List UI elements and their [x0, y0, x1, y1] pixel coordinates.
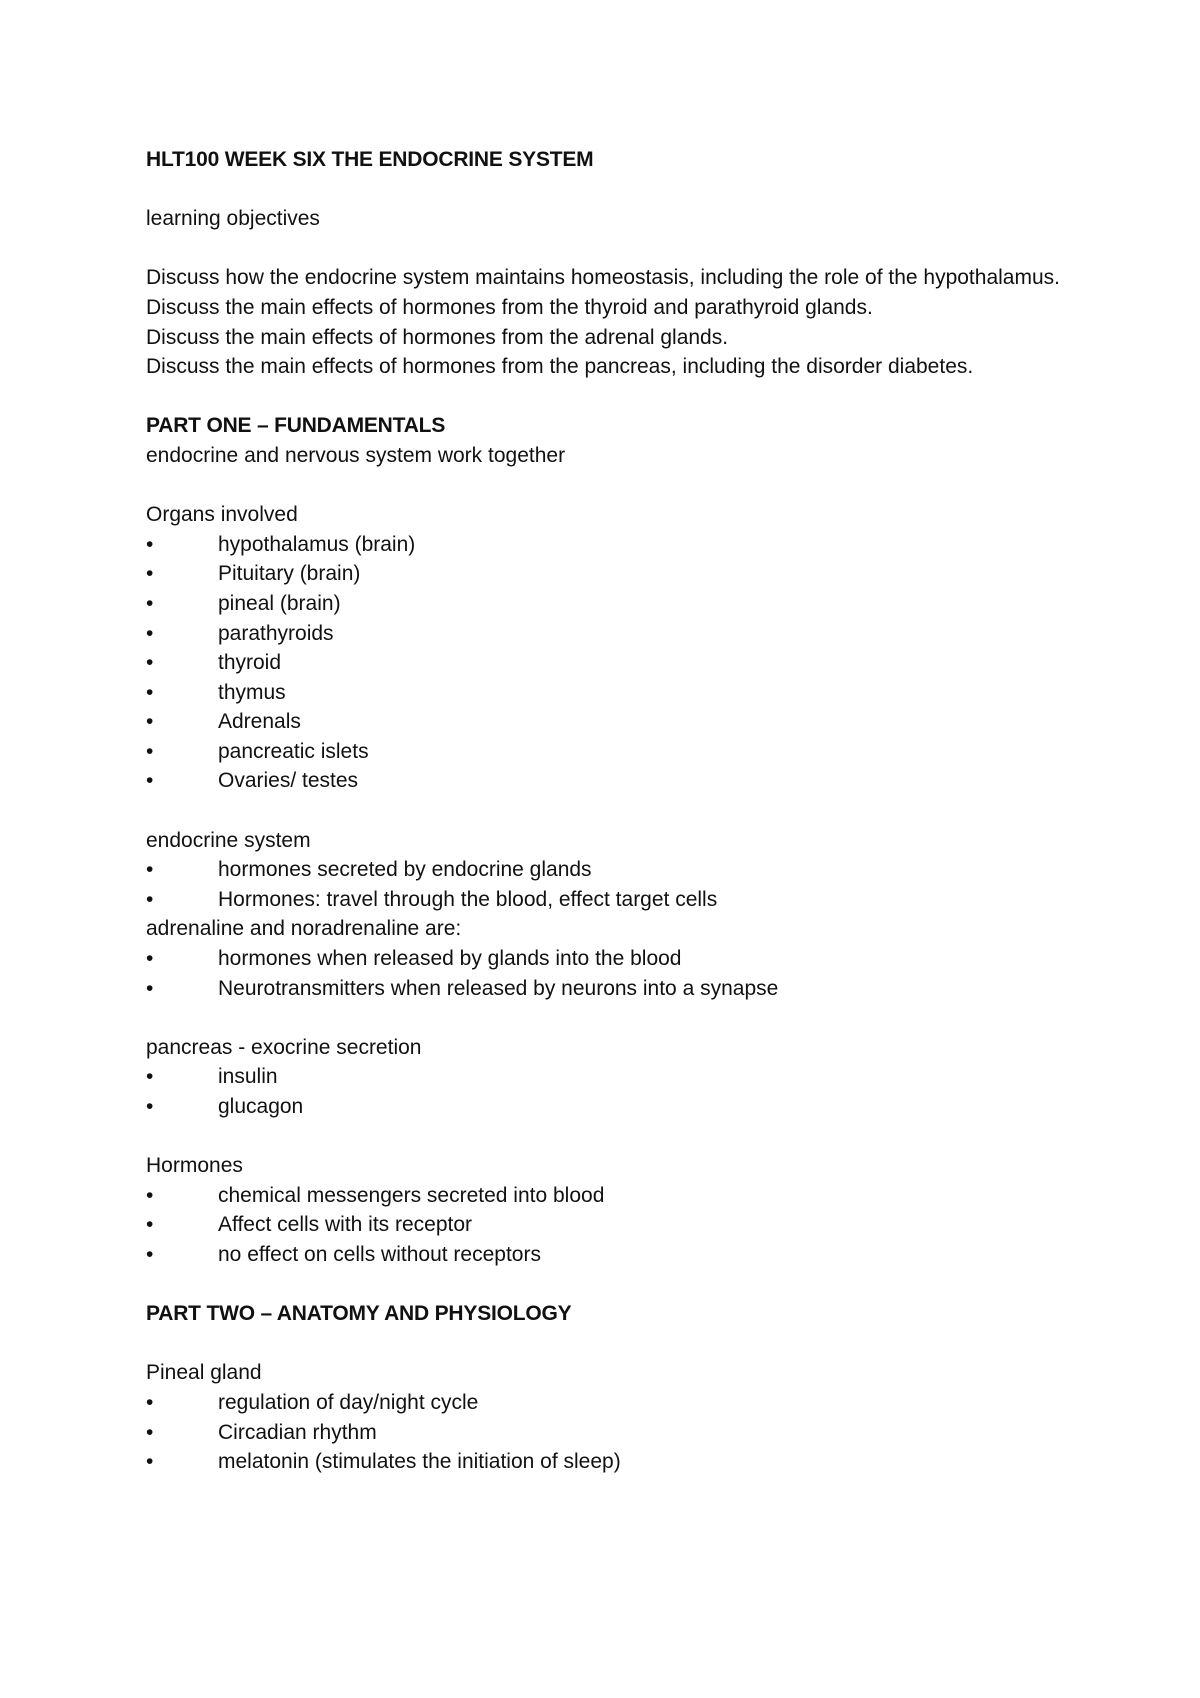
pancreas-list — [146, 1062, 1066, 1121]
document-title: HLT100 WEEK SIX THE ENDOCRINE SYSTEM — [146, 148, 594, 171]
list-item-text: hormones when released by glands into the blood — [218, 947, 682, 971]
adrenaline-heading: adrenaline and noradrenaline are: — [146, 917, 462, 941]
list-item — [146, 1418, 1066, 1448]
endocrine-list — [146, 855, 1066, 914]
bullet-icon: • — [146, 1183, 154, 1207]
list-item-text: parathyroids — [218, 621, 334, 645]
spacer — [146, 1003, 1066, 1033]
bullet-icon: • — [146, 976, 154, 1000]
organs-list — [146, 530, 1066, 796]
list-item-text: Adrenals — [218, 710, 301, 734]
list-item — [146, 619, 1066, 649]
bullet-icon: • — [146, 680, 154, 704]
hormones-heading: Hormones — [146, 1154, 243, 1178]
list-item — [146, 1210, 1066, 1240]
list-item — [146, 559, 1066, 589]
list-item — [146, 1240, 1066, 1270]
spacer — [146, 796, 1066, 826]
spacer — [146, 1122, 1066, 1152]
list-item-text: hormones secreted by endocrine glands — [218, 858, 592, 882]
bullet-icon: • — [146, 562, 154, 586]
spacer — [146, 1329, 1066, 1359]
list-item — [146, 1447, 1066, 1477]
list-item-text: melatonin (stimulates the initiation of sleep) — [218, 1450, 621, 1474]
list-item — [146, 1181, 1066, 1211]
list-item-text: insulin — [218, 1065, 278, 1089]
bullet-icon: • — [146, 887, 154, 911]
bullet-icon: • — [146, 1213, 154, 1237]
part-one-intro: endocrine and nervous system work together — [146, 443, 566, 467]
list-item — [146, 648, 1066, 678]
bullet-icon: • — [146, 739, 154, 763]
spacer — [146, 1270, 1066, 1300]
list-item-text: chemical messengers secreted into blood — [218, 1183, 605, 1207]
document-body — [146, 145, 1066, 1477]
list-item-text: hypothalamus (brain) — [218, 532, 416, 556]
bullet-icon: • — [146, 1420, 154, 1444]
bullet-icon: • — [146, 591, 154, 615]
list-item-text: Neurotransmitters when released by neurons into a synapse — [218, 976, 779, 1000]
list-item — [146, 678, 1066, 708]
list-item-text: no effect on cells without receptors — [218, 1242, 541, 1266]
list-item — [146, 589, 1066, 619]
bullet-icon: • — [146, 1242, 154, 1266]
list-item-text: glucagon — [218, 1095, 304, 1118]
list-item — [146, 766, 1066, 796]
bullet-icon: • — [146, 1450, 154, 1474]
list-item — [146, 885, 1066, 915]
part-two-heading: PART TWO – ANATOMY AND PHYSIOLOGY — [146, 1302, 572, 1326]
list-item-text: Affect cells with its receptor — [218, 1213, 473, 1237]
endocrine-heading: endocrine system — [146, 828, 311, 852]
objective-4: Discuss the main effects of hormones from the pancreas, including the disorder diabetes. — [146, 355, 974, 379]
bullet-icon: • — [146, 651, 154, 675]
pineal-heading: Pineal gland — [146, 1361, 262, 1385]
spacer — [146, 471, 1066, 501]
list-item-text: regulation of day/night cycle — [218, 1390, 479, 1414]
list-item — [146, 737, 1066, 767]
list-item-text: thymus — [218, 680, 286, 704]
objectives-heading: learning objectives — [146, 207, 320, 231]
spacer — [146, 382, 1066, 412]
spacer — [146, 175, 1066, 205]
list-item-text: thyroid — [218, 651, 282, 675]
pineal-list — [146, 1388, 1066, 1477]
list-item-text: Circadian rhythm — [218, 1420, 377, 1444]
bullet-icon: • — [146, 1065, 154, 1089]
list-item — [146, 855, 1066, 885]
part-one-heading: PART ONE – FUNDAMENTALS — [146, 414, 446, 438]
objective-3: Discuss the main effects of hormones from the adrenal glands. — [146, 325, 729, 349]
list-item — [146, 944, 1066, 974]
hormones-list — [146, 1181, 1066, 1270]
list-item — [146, 530, 1066, 560]
bullet-icon: • — [146, 769, 154, 793]
bullet-icon: • — [146, 621, 154, 645]
list-item-text: Pituitary (brain) — [218, 562, 361, 586]
bullet-icon: • — [146, 1095, 154, 1118]
spacer — [146, 234, 1066, 264]
list-item — [146, 1092, 1066, 1122]
organs-heading: Organs involved — [146, 503, 298, 527]
list-item-text: pancreatic islets — [218, 739, 369, 763]
bullet-icon: • — [146, 947, 154, 971]
list-item — [146, 1388, 1066, 1418]
objective-1: Discuss how the endocrine system maintains homeostasis, including the role of the hypothalamus. — [146, 266, 1060, 290]
bullet-icon: • — [146, 1390, 154, 1414]
list-item — [146, 707, 1066, 737]
list-item-text: Ovaries/ testes — [218, 769, 359, 793]
list-item-text: pineal (brain) — [218, 591, 341, 615]
list-item — [146, 974, 1066, 1004]
pancreas-heading: pancreas - exocrine secretion — [146, 1035, 422, 1059]
list-item-text: Hormones: travel through the blood, effect target cells — [218, 887, 718, 911]
adrenaline-list — [146, 944, 1066, 1003]
bullet-icon: • — [146, 710, 154, 734]
objective-2: Discuss the main effects of hormones from the thyroid and parathyroid glands. — [146, 295, 873, 319]
list-item — [146, 1062, 1066, 1092]
bullet-icon: • — [146, 858, 154, 882]
bullet-icon: • — [146, 532, 154, 556]
